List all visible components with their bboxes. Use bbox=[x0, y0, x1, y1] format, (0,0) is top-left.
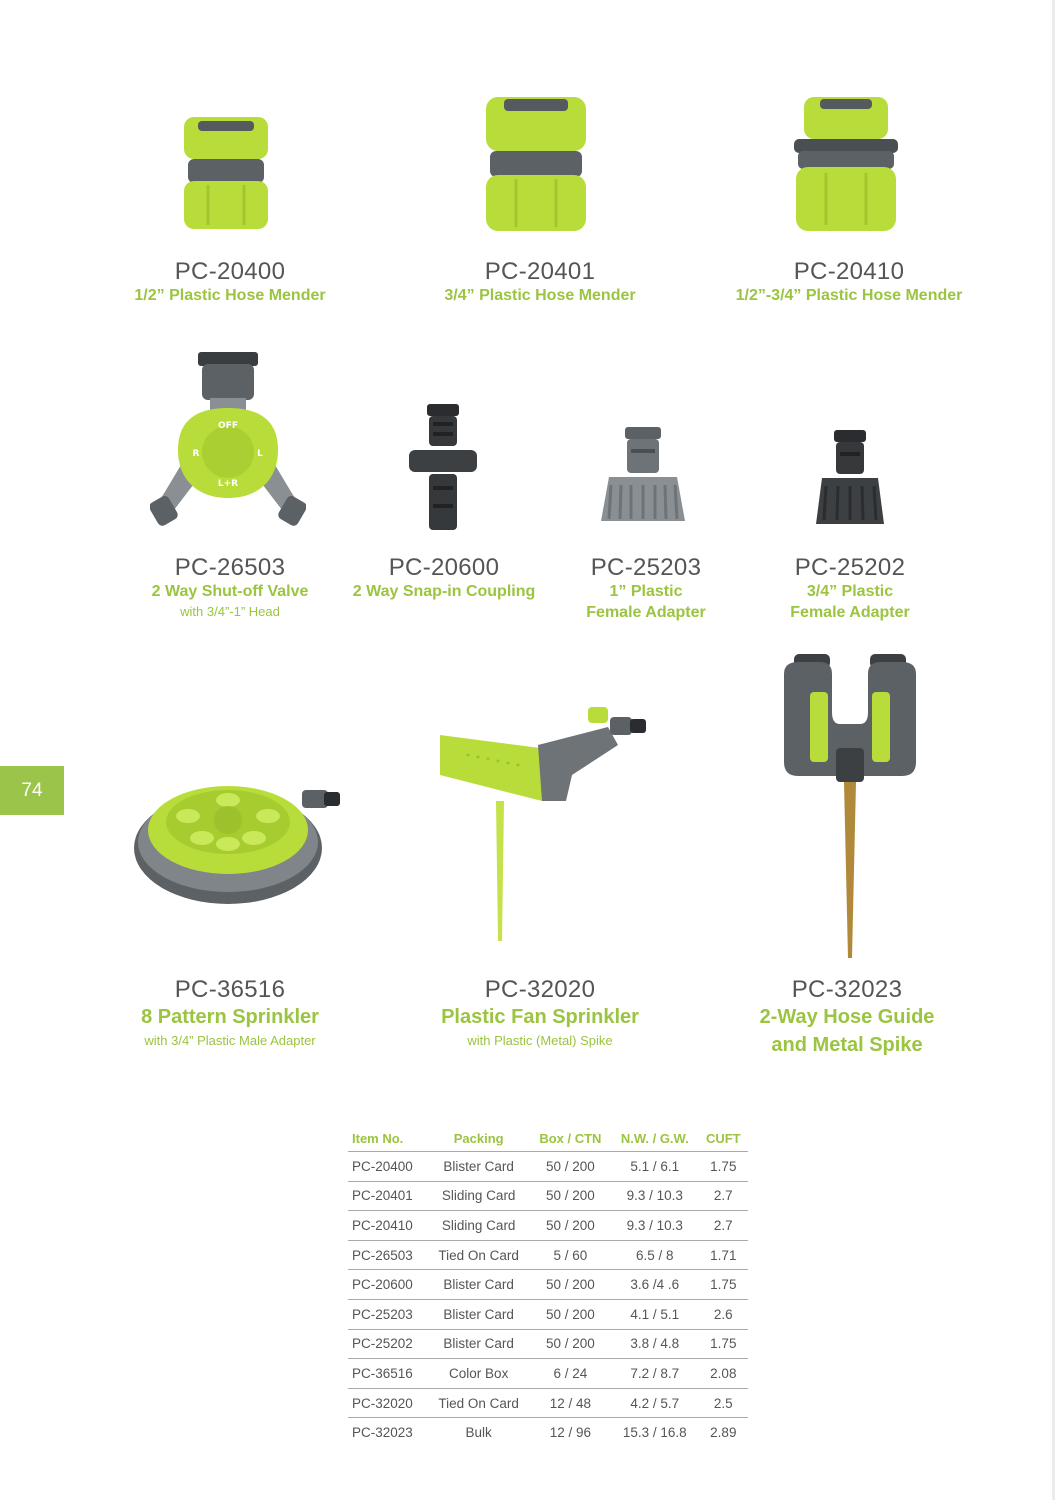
female-adapter-25202-image bbox=[812, 428, 888, 530]
hose-mender-20401-image bbox=[480, 95, 592, 235]
cell-cuft: 2.7 bbox=[699, 1211, 748, 1241]
cell-cuft: 2.7 bbox=[699, 1181, 748, 1211]
cell-cuft: 1.75 bbox=[699, 1152, 748, 1182]
cell-cuft: 2.5 bbox=[699, 1388, 748, 1418]
cell-item-no: PC-20400 bbox=[348, 1152, 428, 1182]
product-name-line2: Female Adapter bbox=[586, 604, 706, 621]
table-row bbox=[348, 1181, 748, 1211]
table-row bbox=[348, 1240, 748, 1270]
cell-packing: Tied On Card bbox=[428, 1388, 530, 1418]
product-subtitle: with Plastic (Metal) Spike bbox=[467, 1033, 613, 1048]
cell-packing: Blister Card bbox=[428, 1152, 530, 1182]
product-name: 8 Pattern Sprinkler bbox=[141, 1006, 319, 1028]
cell-packing: Blister Card bbox=[428, 1270, 530, 1300]
cell-item-no: PC-36516 bbox=[348, 1359, 428, 1389]
cell-weight: 15.3 / 16.8 bbox=[622, 1425, 687, 1441]
product-caption-20401 bbox=[415, 259, 665, 306]
cell-cuft: 1.75 bbox=[699, 1329, 748, 1359]
product-subtitle: with 3/4” Plastic Male Adapter bbox=[144, 1033, 316, 1048]
cell-weight: 4.2 / 5.7 bbox=[611, 1388, 699, 1418]
cell-box-ctn: 50 / 200 bbox=[530, 1152, 611, 1182]
cell-box-ctn: 12 / 48 bbox=[530, 1388, 611, 1418]
product-name-line1: 2-Way Hose Guide bbox=[759, 1006, 935, 1028]
cell-item-no: PC-32023 bbox=[352, 1425, 413, 1441]
valve-r-label: R bbox=[192, 449, 200, 459]
product-code: PC-32020 bbox=[484, 976, 596, 1003]
column-header-weight: N.W. / G.W. bbox=[611, 1125, 699, 1152]
cell-cuft: 2.89 bbox=[710, 1425, 737, 1441]
cell-weight: 6.5 / 8 bbox=[611, 1240, 699, 1270]
product-name: 2 Way Snap-in Coupling bbox=[352, 583, 536, 600]
snap-in-coupling-image bbox=[405, 402, 481, 534]
column-header-item-no: Item No. bbox=[348, 1125, 428, 1152]
cell-cuft: 2.08 bbox=[699, 1359, 748, 1389]
cell-packing: Tied On Card bbox=[428, 1240, 530, 1270]
table-row bbox=[348, 1329, 748, 1359]
cell-item-no: PC-32020 bbox=[348, 1388, 428, 1418]
cell-box-ctn: 50 / 200 bbox=[530, 1270, 611, 1300]
column-header-box-ctn: Box / CTN bbox=[530, 1125, 611, 1152]
cell-cuft: 1.75 bbox=[699, 1270, 748, 1300]
cell-box-ctn: 50 / 200 bbox=[530, 1211, 611, 1241]
product-caption-26503 bbox=[120, 555, 340, 622]
cell-weight: 3.8 / 4.8 bbox=[611, 1329, 699, 1359]
valve-l-label: L bbox=[257, 449, 263, 459]
female-adapter-25203-image bbox=[595, 425, 691, 529]
product-caption-36516 bbox=[105, 977, 355, 1051]
product-code: PC-20401 bbox=[484, 258, 596, 285]
cell-weight: 4.1 / 5.1 bbox=[611, 1299, 699, 1329]
table-row bbox=[348, 1388, 748, 1418]
fan-sprinkler-image bbox=[438, 705, 650, 945]
hose-mender-20400-image bbox=[178, 115, 274, 235]
cell-packing: Bulk bbox=[465, 1425, 492, 1441]
cell-box-ctn: 50 / 200 bbox=[530, 1299, 611, 1329]
product-caption-32023 bbox=[722, 977, 972, 1059]
product-caption-20410 bbox=[712, 259, 986, 306]
cell-box-ctn: 6 / 24 bbox=[530, 1359, 611, 1389]
shut-off-valve-image bbox=[150, 350, 306, 530]
product-name: 1/2”-3/4” Plastic Hose Mender bbox=[735, 287, 963, 304]
cell-packing: Color Box bbox=[428, 1359, 530, 1389]
cell-packing: Sliding Card bbox=[428, 1181, 530, 1211]
cell-item-no: PC-25202 bbox=[348, 1329, 428, 1359]
product-code: PC-20600 bbox=[388, 554, 500, 581]
cell-box-ctn: 50 / 200 bbox=[530, 1181, 611, 1211]
table-header-row bbox=[348, 1125, 748, 1152]
product-code: PC-26503 bbox=[174, 554, 286, 581]
product-name-line2: and Metal Spike bbox=[771, 1034, 923, 1056]
cell-item-no: PC-20401 bbox=[348, 1181, 428, 1211]
product-caption-20600 bbox=[334, 555, 554, 602]
product-name-line1: 3/4” Plastic bbox=[806, 583, 894, 600]
product-caption-25202 bbox=[760, 555, 940, 623]
table-row bbox=[348, 1211, 748, 1241]
cell-packing: Blister Card bbox=[428, 1299, 530, 1329]
product-caption-25203 bbox=[556, 555, 736, 623]
table-row bbox=[348, 1270, 748, 1300]
cell-box-ctn: 5 / 60 bbox=[530, 1240, 611, 1270]
product-code: PC-32023 bbox=[791, 976, 903, 1003]
cell-packing: Sliding Card bbox=[428, 1211, 530, 1241]
product-subtitle: with 3/4”-1” Head bbox=[180, 604, 280, 619]
cell-item-no: PC-20600 bbox=[348, 1270, 428, 1300]
hose-mender-20410-image bbox=[790, 95, 902, 235]
product-name: 2 Way Shut-off Valve bbox=[151, 583, 309, 600]
column-header-cuft: CUFT bbox=[699, 1125, 748, 1152]
cell-packing: Blister Card bbox=[428, 1329, 530, 1359]
cell-weight: 3.6 /4 .6 bbox=[611, 1270, 699, 1300]
cell-box-ctn: 12 / 96 bbox=[549, 1425, 592, 1441]
product-code: PC-25203 bbox=[590, 554, 702, 581]
product-code: PC-20400 bbox=[174, 258, 286, 285]
cell-item-no: PC-26503 bbox=[348, 1240, 428, 1270]
product-name-line1: 1” Plastic bbox=[609, 583, 683, 600]
product-name-line2: Female Adapter bbox=[790, 604, 910, 621]
product-code: PC-25202 bbox=[794, 554, 906, 581]
table-row bbox=[348, 1359, 748, 1389]
product-name: 1/2” Plastic Hose Mender bbox=[134, 287, 326, 304]
cell-weight: 5.1 / 6.1 bbox=[611, 1152, 699, 1182]
product-name: 3/4” Plastic Hose Mender bbox=[444, 287, 636, 304]
cell-weight: 9.3 / 10.3 bbox=[611, 1211, 699, 1241]
cell-weight: 7.2 / 8.7 bbox=[611, 1359, 699, 1389]
page-number-tab: 74 bbox=[0, 766, 64, 815]
product-code: PC-36516 bbox=[174, 976, 286, 1003]
table-row bbox=[348, 1418, 748, 1447]
cell-cuft: 1.71 bbox=[699, 1240, 748, 1270]
valve-off-label: OFF bbox=[218, 421, 238, 431]
valve-lr-label: L+R bbox=[217, 479, 239, 489]
column-header-packing: Packing bbox=[428, 1125, 530, 1152]
table-row bbox=[348, 1299, 748, 1329]
cell-item-no: PC-25203 bbox=[348, 1299, 428, 1329]
hose-guide-image bbox=[780, 652, 920, 962]
product-caption-32020 bbox=[415, 977, 665, 1051]
cell-item-no: PC-20410 bbox=[348, 1211, 428, 1241]
product-name: Plastic Fan Sprinkler bbox=[441, 1006, 639, 1028]
pattern-sprinkler-image bbox=[132, 772, 344, 908]
cell-box-ctn: 50 / 200 bbox=[530, 1329, 611, 1359]
spec-table bbox=[348, 1125, 748, 1447]
cell-weight: 9.3 / 10.3 bbox=[611, 1181, 699, 1211]
product-code: PC-20410 bbox=[793, 258, 905, 285]
product-caption-20400 bbox=[105, 259, 355, 306]
table-row bbox=[348, 1152, 748, 1182]
cell-cuft: 2.6 bbox=[699, 1299, 748, 1329]
